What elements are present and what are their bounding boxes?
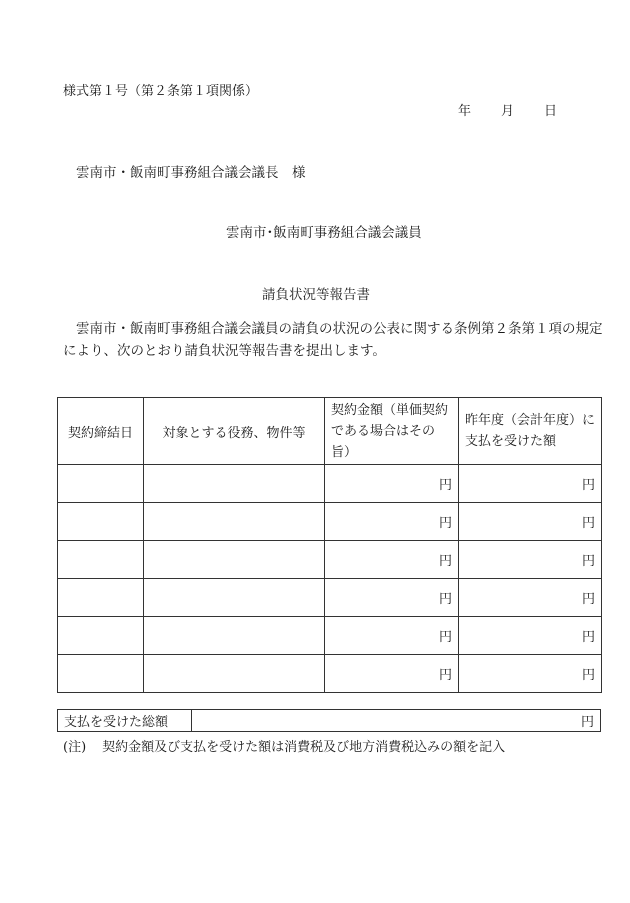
cell-subject[interactable] (144, 655, 325, 693)
member-label: 雲南市･飯南町事務組合議会議員 (226, 225, 422, 241)
date-line (458, 100, 557, 119)
cell-contract-date[interactable] (58, 503, 144, 541)
note (63, 736, 505, 755)
cell-paid-amount[interactable]: 円 (459, 655, 602, 693)
addressee: 雲南市・飯南町事務組合議会議長 様 (76, 165, 306, 181)
note-mark: (注) (63, 740, 87, 755)
cell-subject[interactable] (144, 617, 325, 655)
cell-subject[interactable] (144, 503, 325, 541)
contract-table (57, 397, 602, 693)
cell-contract-date[interactable] (58, 617, 144, 655)
table-row (58, 617, 602, 655)
cell-contract-amount[interactable]: 円 (325, 579, 459, 617)
cell-contract-amount[interactable]: 円 (325, 465, 459, 503)
header-subject: 対象とする役務、物件等 (144, 398, 325, 465)
header-paid-amount: 昨年度（会計年度）に支払を受けた額 (459, 398, 602, 465)
date-day: 日 (544, 104, 558, 119)
header-contract-amount: 契約金額（単価契約である場合はその旨） (325, 398, 459, 465)
table-row (58, 655, 602, 693)
total-value-field[interactable]: 円 (192, 710, 601, 732)
cell-paid-amount[interactable]: 円 (459, 541, 602, 579)
total-row (58, 710, 601, 732)
cell-paid-amount[interactable]: 円 (459, 465, 602, 503)
cell-contract-amount[interactable]: 円 (325, 655, 459, 693)
cell-contract-amount[interactable]: 円 (325, 541, 459, 579)
document-title: 請負状況等報告書 (262, 287, 370, 303)
cell-paid-amount[interactable]: 円 (459, 579, 602, 617)
header-contract-date: 契約締結日 (58, 398, 144, 465)
cell-contract-date[interactable] (58, 579, 144, 617)
table-row (58, 503, 602, 541)
date-year: 年 (458, 104, 472, 119)
date-month: 月 (501, 104, 515, 119)
cell-contract-date[interactable] (58, 465, 144, 503)
cell-contract-amount[interactable]: 円 (325, 503, 459, 541)
table-row (58, 541, 602, 579)
total-table (57, 709, 601, 732)
cell-paid-amount[interactable]: 円 (459, 617, 602, 655)
form-number: 様式第１号（第２条第１項関係） (63, 84, 259, 99)
cell-contract-date[interactable] (58, 655, 144, 693)
total-label: 支払を受けた総額 (58, 710, 192, 732)
table-row (58, 465, 602, 503)
table-row (58, 579, 602, 617)
cell-subject[interactable] (144, 579, 325, 617)
cell-subject[interactable] (144, 465, 325, 503)
cell-contract-date[interactable] (58, 541, 144, 579)
body-text: 雲南市・飯南町事務組合議会議員の請負の状況の公表に関する条例第２条第１項の規定により、次のとおり請負状況等報告書を提出します。 (63, 321, 603, 359)
table-header-row (58, 398, 602, 465)
cell-subject[interactable] (144, 541, 325, 579)
cell-contract-amount[interactable]: 円 (325, 617, 459, 655)
cell-paid-amount[interactable]: 円 (459, 503, 602, 541)
note-text: 契約金額及び支払を受けた額は消費税及び地方消費税込みの額を記入 (102, 740, 506, 755)
